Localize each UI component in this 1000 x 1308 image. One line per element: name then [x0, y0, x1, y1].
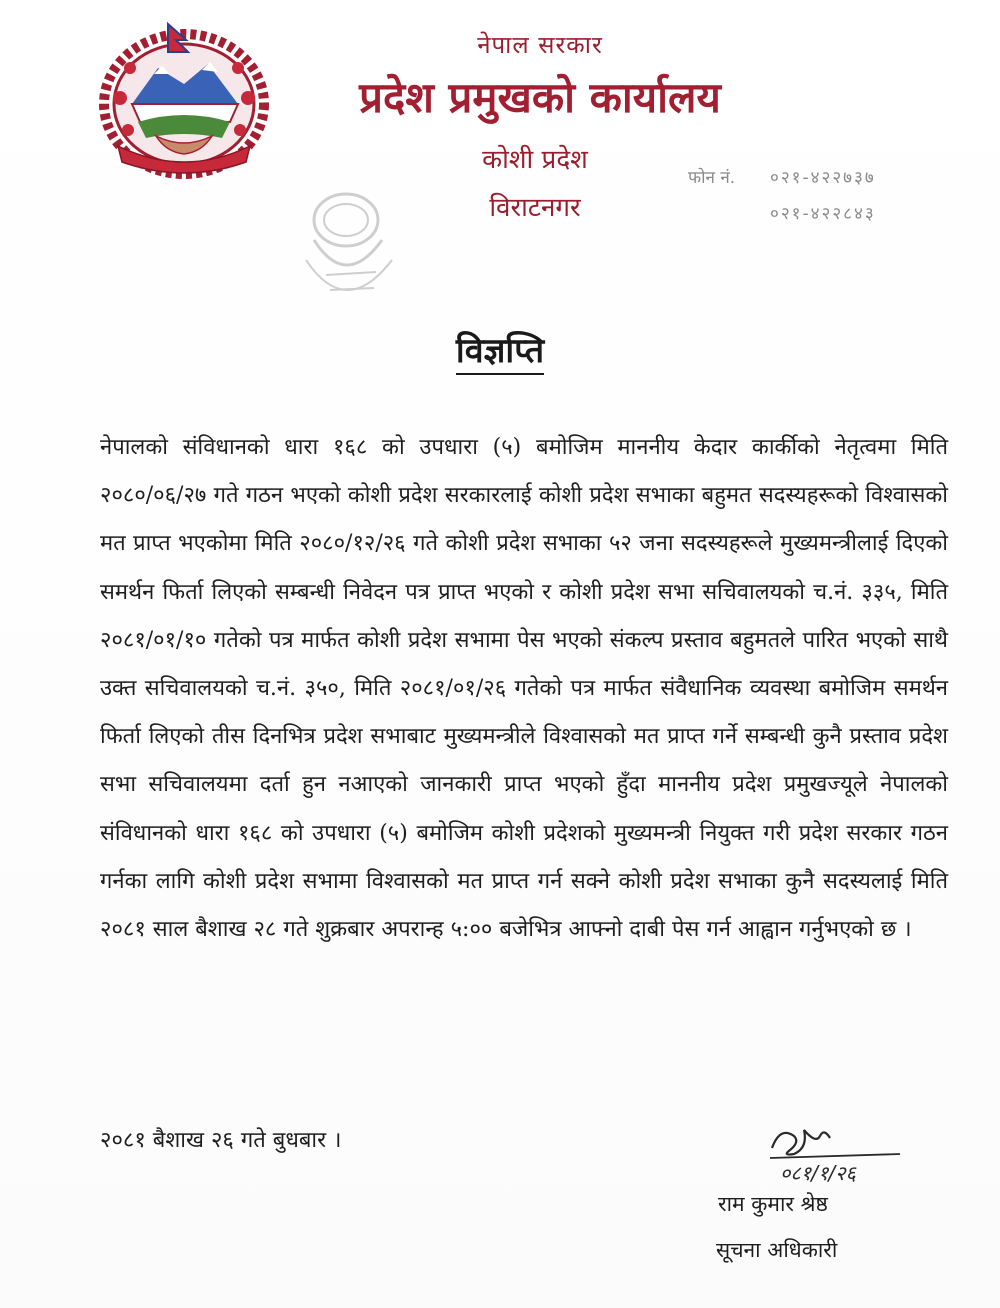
phone-number-1: ०२१-४२२७३७ [770, 168, 876, 188]
government-name: नेपाल सरकार [477, 31, 603, 59]
signature-icon [760, 1108, 920, 1188]
city-name: विराटनगर [489, 193, 581, 223]
phone-label: फोन नं. [688, 168, 736, 188]
signatory-name: राम कुमार श्रेष्ठ [718, 1192, 828, 1216]
signatory-title: सूचना अधिकारी [716, 1238, 838, 1262]
notice-title [0, 326, 1000, 372]
office-name: प्रदेश प्रमुखको कार्यालय [359, 73, 721, 122]
province-name: कोशी प्रदेश [482, 145, 588, 175]
notice-body: नेपालको संविधानको धारा १६८ को उपधारा (५) बमोजिम माननीय केदार कार्कीको नेतृत्वमा मिति २०८०/०६/२७ गते गठन भएको कोशी प्रदेश सरकारलाई कोशी प्रदेश सभाका बहुमत सदस्यहरूको विश्वासको मत प्राप्त भएकोमा मिति २०८०/१२/२६ गते कोशी प्रदेश सभाका ५२ जना सदस्यहरूले मुख्यमन्त्रीलाई दिएको समर्थन फिर्ता लिएको सम्बन्धी निवेदन पत्र प्राप्त भएको र कोशी प्रदेश सभा सचिवालयको च.नं. ३३५, मिति २०८१/०१/१० गतेको पत्र मार्फत कोशी प्रदेश सभामा पेस भएको संकल्प प्रस्ताव बहुमतले पारित भएको साथै उक्त सचिवालयको च.नं. ३५०, मिति २०८१/०१/२६ गतेको पत्र मार्फत संवैधानिक व्यवस्था बमोजिम समर्थन फिर्ता लिएको तीस दिनभित्र प्रदेश सभाबाट मुख्यमन्त्रीले विश्वासको मत प्राप्त गर्ने सम्बन्धी कुनै प्रस्ताव प्रदेश सभा सचिवालयमा दर्ता हुन नआएको जानकारी प्राप्त भएको हुँदा माननीय प्रदेश प्रमुखज्यूले नेपालको संविधानको धारा १६८ को उपधारा (५) बमोजिम कोशी प्रदेशको मुख्यमन्त्री नियुक्त गरी प्रदेश सरकार गठन गर्नका लागि कोशी प्रदेश सभामा विश्वासको मत प्राप्त गर्न सक्ने कोशी प्रदेश सभाका कुनै सदस्यलाई मिति २०८१ साल बैशाख २८ गते शुक्रबार अपरान्ह ५:०० बजेभित्र आफ्नो दाबी पेस गर्न आह्वान गर्नुभएको छ । [100, 435, 948, 943]
office-stamp-icon [296, 180, 406, 330]
notice-title-text: विज्ञप्ति [456, 331, 544, 375]
phone-number-2: ०२१-४२२८४३ [770, 204, 876, 224]
svg-text:०८१/१/२६: ०८१/१/२६ [780, 1161, 856, 1185]
issue-date: २०८१ बैशाख २६ गते बुधबार । [100, 1128, 342, 1153]
contact-phones [688, 164, 968, 236]
